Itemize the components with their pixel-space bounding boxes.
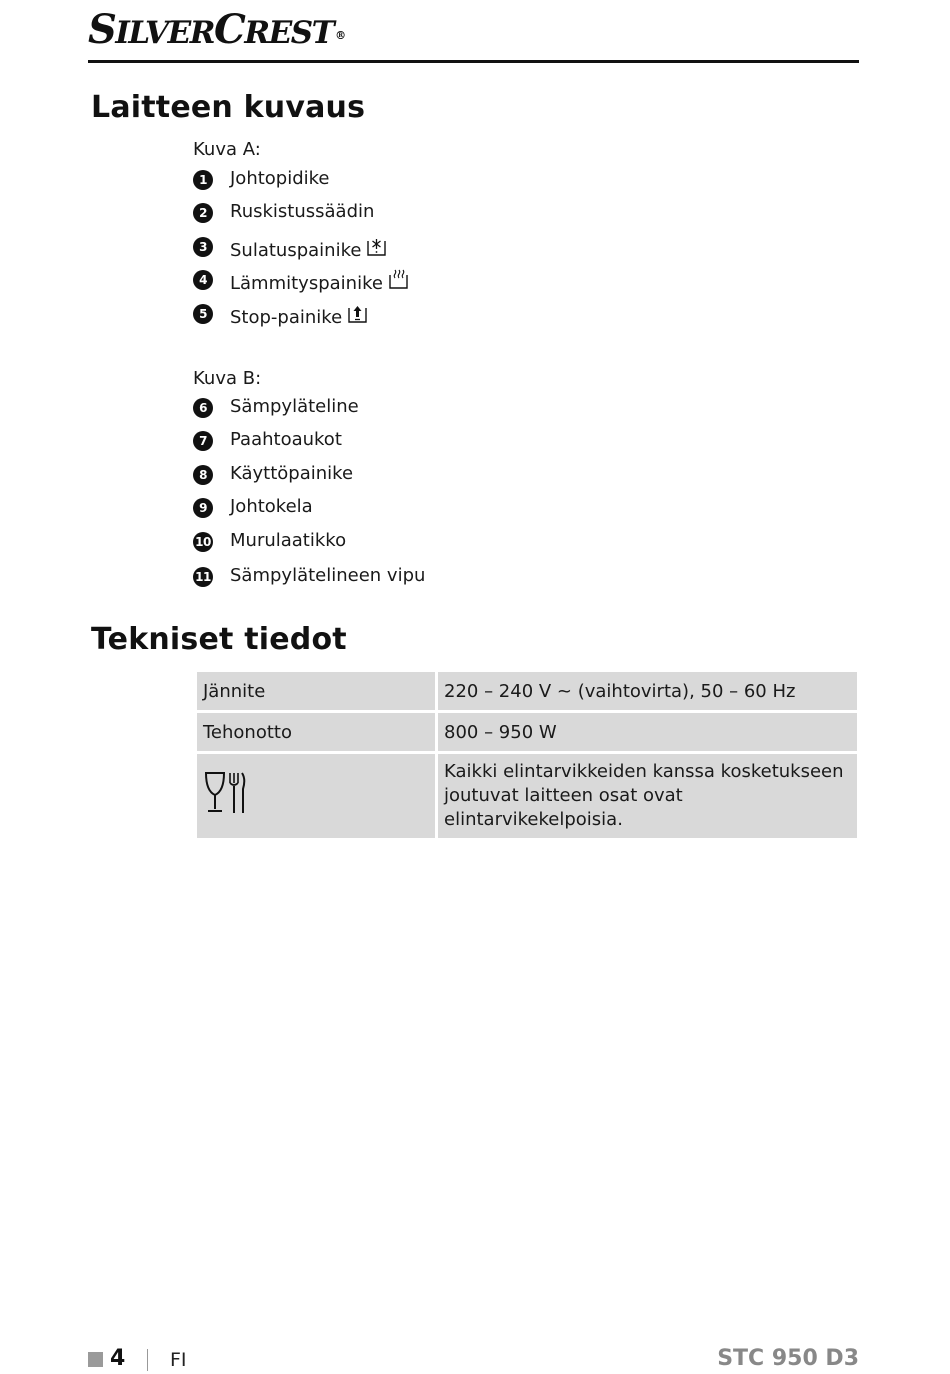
item-label: Paahtoaukot — [230, 429, 342, 450]
item-label: Murulaatikko — [230, 530, 347, 551]
item-number: 9 — [193, 498, 213, 518]
model-number: STC 950 D3 — [717, 1346, 859, 1371]
item-label: Ruskistussäädin — [230, 201, 375, 222]
item-number: 4 — [193, 270, 213, 290]
specs-table — [194, 669, 860, 841]
footer-divider — [147, 1349, 148, 1371]
item-label: Käyttöpainike — [230, 463, 354, 484]
spec-value: 800 – 950 W — [437, 712, 859, 753]
item-label-row — [230, 303, 369, 328]
table-row — [196, 753, 859, 840]
item-number: 8 — [193, 465, 213, 485]
spec-value-multiline — [437, 753, 859, 840]
spec-key: Jännite — [196, 671, 437, 712]
page-number: 4 — [110, 1346, 126, 1371]
item-number: 6 — [193, 398, 213, 418]
item-number: 3 — [193, 237, 213, 257]
item-label-row — [230, 269, 410, 294]
item-label: Sämpyläteline — [230, 396, 359, 417]
footer-marker — [88, 1352, 103, 1367]
item-number: 7 — [193, 431, 213, 451]
item-number: 11 — [193, 567, 213, 587]
stop-icon — [347, 303, 369, 325]
figure-a-label: Kuva A: — [193, 139, 261, 160]
item-number: 2 — [193, 203, 213, 223]
item-label-row — [230, 236, 388, 261]
item-number: 1 — [193, 170, 213, 190]
table-row — [196, 671, 859, 712]
spec-value-line: joutuvat laitteen osat ovat elintarvikekelpoisia. — [444, 785, 683, 830]
table-row — [196, 712, 859, 753]
item-label: Lämmityspainike — [230, 273, 383, 294]
spec-value: 220 – 240 V ~ (vaihtovirta), 50 – 60 Hz — [437, 671, 859, 712]
item-label: Stop-painike — [230, 307, 343, 328]
spec-key: Tehonotto — [196, 712, 437, 753]
defrost-icon — [366, 236, 388, 258]
section-title-description: Laitteen kuvaus — [91, 90, 366, 125]
item-label: Sämpylätelineen vipu — [230, 565, 426, 586]
figure-b-label: Kuva B: — [193, 368, 262, 389]
item-label: Sulatuspainike — [230, 240, 362, 261]
spec-value-line: Kaikki elintarvikkeiden kanssa kosketukseen — [444, 761, 844, 782]
brand-logo: SILVERCREST ® — [88, 6, 345, 53]
item-number: 5 — [193, 304, 213, 324]
section-title-technical: Tekniset tiedot — [91, 622, 347, 657]
language-code: FI — [170, 1349, 187, 1371]
food-safe-icon — [203, 769, 247, 817]
page-header — [88, 6, 859, 63]
spec-key-icon-cell — [196, 753, 437, 840]
reheat-icon — [388, 269, 410, 291]
item-number: 10 — [193, 532, 213, 552]
item-label: Johtopidike — [230, 168, 330, 189]
item-label: Johtokela — [230, 496, 313, 517]
